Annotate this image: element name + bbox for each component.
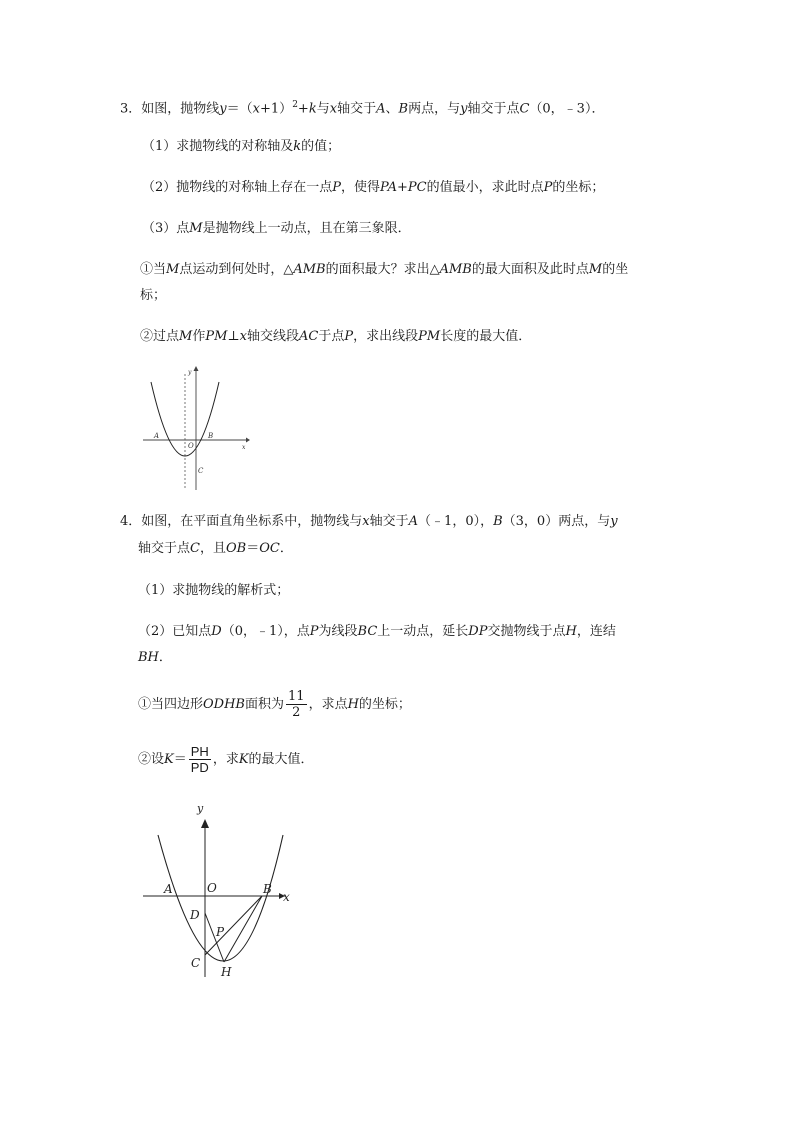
- problem3-subquestion-1-cont: 标；: [140, 288, 167, 303]
- problem4-question-1: （1）求抛物线的解析式；: [138, 583, 290, 598]
- parabola: [158, 835, 283, 961]
- label-A: A: [164, 882, 173, 896]
- problem4-header-cont: 轴交于点C，且OB＝OC．: [138, 541, 293, 556]
- problem4-subquestion-2: ②设K＝ $\frac{PH}{PD}$ ，求K的最大值．: [138, 744, 314, 775]
- problem4-figure: [135, 795, 300, 985]
- problem4-question-2-cont: BH．: [138, 650, 172, 665]
- label-P: P: [216, 925, 225, 939]
- y-axis-arrow: [194, 366, 199, 371]
- label-x: x: [283, 890, 290, 904]
- label-O: O: [207, 881, 217, 895]
- fraction-ratio: $\frac{PH}{PD}$: [190, 744, 209, 775]
- label-B: B: [208, 432, 214, 440]
- label-C: C: [191, 956, 201, 970]
- problem3-figure: [138, 362, 253, 494]
- fraction-area: $\frac{11}{2}$: [288, 689, 305, 720]
- problem3-question-2: （2）抛物线的对称轴上存在一点P，使得PA+PC的值最小，求此时点P的坐标；: [142, 180, 605, 195]
- problem3-subquestion-1: ①当M点运动到何处时，△AMB的面积最大？求出△AMB的最大面积及此时点M的坐: [140, 262, 629, 277]
- label-H: H: [221, 965, 232, 979]
- problem4-subquestion-1: ①当四边形ODHB面积为 $\frac{11}{2}$ ，求点H的坐标；: [138, 689, 411, 720]
- label-x: x: [242, 444, 246, 451]
- problem4-question-2: （2）已知点D（0，﹣1），点P为线段BC上一动点，延长DP交抛物线于点H，连结: [138, 624, 616, 639]
- problem3-subquestion-2: ②过点M作PM⊥x轴交线段AC于点P，求出线段PM长度的最大值．: [140, 329, 532, 344]
- label-D: D: [190, 908, 200, 922]
- label-A: A: [154, 432, 160, 440]
- label-y: y: [197, 802, 204, 815]
- y-axis-arrow: [201, 819, 209, 828]
- label-y: y: [188, 369, 192, 376]
- problem4-header: 4．如图，在平面直角坐标系中，抛物线与x轴交于A（﹣1，0），B（3，0）两点，与y: [120, 514, 618, 529]
- x-axis-arrow: [246, 438, 250, 443]
- problem3-question-3: （3）点M是抛物线上一动点，且在第三象限．: [142, 221, 411, 236]
- label-O: O: [188, 442, 194, 450]
- label-B: B: [263, 882, 272, 896]
- problem3-header: 3．如图，抛物线$y=(x+1)^2+k$与x轴交于A、B两点，与y轴交于点C（0，﹣3）．: [120, 100, 605, 117]
- problem3-question-1: （1）求抛物线的对称轴及k的值；: [142, 139, 341, 154]
- label-C: C: [198, 467, 204, 475]
